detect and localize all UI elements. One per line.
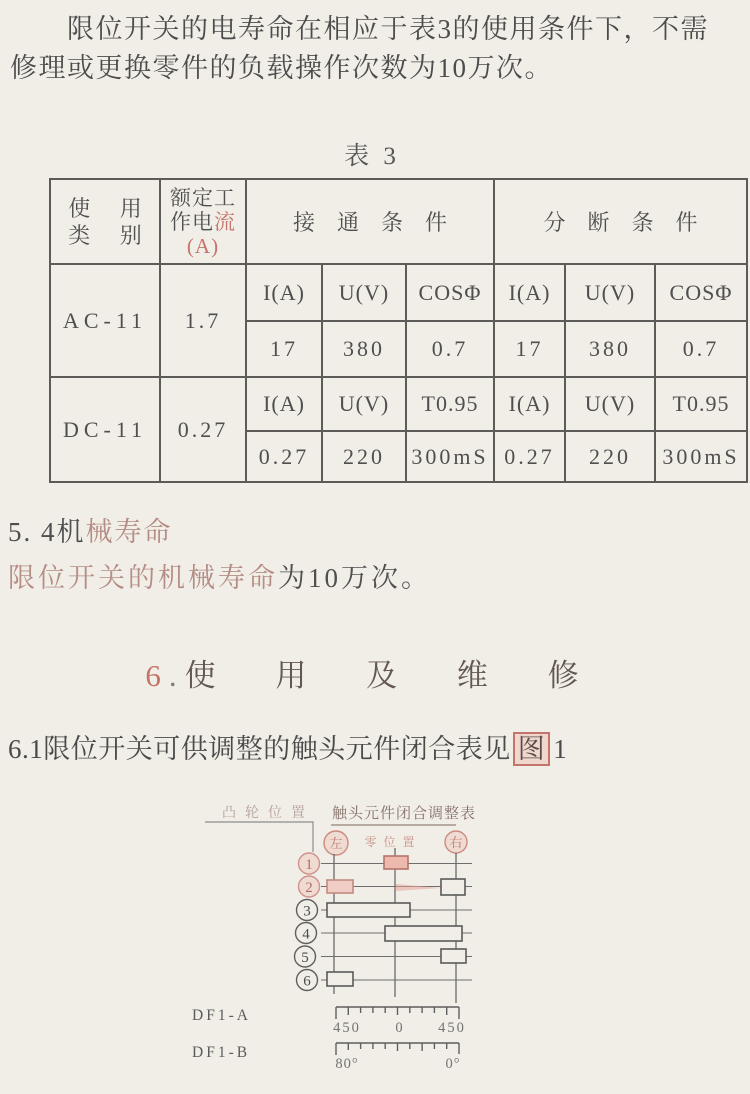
row-number-label-4: 4 [302,926,310,943]
table-header-row [50,179,747,264]
contact-bar-row3 [327,903,410,917]
row-number-label-6: 6 [303,973,311,990]
category-cell-dc11: DC-11 [50,377,160,482]
df1b-tick-right: 0° [445,1056,461,1072]
row-number-label-5: 5 [301,950,309,966]
ac-breaking-sub-uv: U(V) [565,264,655,321]
category-cell-ac11: AC-11 [50,264,160,377]
row-number-label-2: 2 [305,880,313,896]
ac-closing-sub-cos: COSΦ [406,264,494,321]
rated-label-line1: 额定工 [170,185,236,210]
dc-breaking-sub-ia: I(A) [494,377,565,431]
section-6-1-text: 6.1限位开关可供调整的触头元件闭合表见 [8,734,511,764]
section-6-title: 使 用 及 维 修 [184,658,605,693]
row-number-6 [297,970,318,991]
rated-label-unit: (A) [186,233,220,258]
contact-bar-row2-left [327,880,353,893]
contact-bar-row2-right [441,879,465,895]
ac-closing-sub-uv: U(V) [322,264,406,321]
section-5-4-heading [8,510,173,549]
section-6-dot: . [168,658,177,693]
df1a-label: DF1-A [192,1007,251,1024]
dc-breaking-val-u: 220 [565,431,655,482]
df1a-tick-left: 450 [333,1020,361,1036]
df1a-tick-center: 0 [395,1020,403,1036]
rated-label-line2b: 流 [214,209,236,234]
row-number-1 [299,853,320,874]
intro-paragraph: 限位开关的电寿命在相应于表3的使用条件下，不需修理或更换零件的负载操作次数为10万次。 [10,14,709,83]
dc-breaking-val-i: 0.27 [494,431,565,482]
header-closing-conditions: 接通条件 [246,179,494,264]
cam-position-callout [205,805,314,852]
ac-closing-val-cos: 0.7 [406,321,494,377]
section-5-4-body [8,556,431,595]
table-row-dc-subheader [50,377,747,431]
section-5-4-body-dark: 为10万次。 [278,563,431,593]
section-5-4-body-faded: 限位开关的机械寿命 [8,563,278,593]
section-6-1-suffix: 1 [553,734,568,764]
rated-current-ac11: 1.7 [160,264,246,377]
right-circle-label: 右 [449,835,463,850]
cam-position-label: 凸轮位置 [222,806,314,821]
spec-table [49,178,748,483]
dc-closing-sub-ia: I(A) [246,377,322,431]
df1b-scale [192,1043,461,1072]
dc-closing-sub-t095: T0.95 [406,377,494,431]
table-row-ac-subheader [50,264,747,321]
ac-breaking-sub-cos: COSΦ [655,264,747,321]
header-breaking-conditions: 分断条件 [494,179,747,264]
ac-breaking-val-u: 380 [565,321,655,377]
row-number-4 [296,923,317,944]
dc-breaking-sub-uv: U(V) [565,377,655,431]
dc-closing-val-i: 0.27 [246,431,322,482]
rated-label-line2 [161,210,245,234]
figure-reference-badge: 图 [513,732,551,766]
row-number-5 [295,946,316,967]
ink-smudge [396,884,441,891]
section-5-4-heading-faded: 械寿命 [85,517,173,547]
dc-closing-sub-uv: U(V) [322,377,406,431]
rated-current-dc11: 0.27 [160,377,246,482]
header-rated-current [160,179,246,264]
ac-closing-val-u: 380 [322,321,406,377]
row-number-label-3: 3 [303,903,311,920]
section-6-1-line [8,727,567,766]
row-number-3 [297,900,318,921]
ac-breaking-val-cos: 0.7 [655,321,747,377]
ac-closing-val-i: 17 [246,321,322,377]
dc-closing-val-t: 300mS [406,431,494,482]
figure-title-group [331,804,476,825]
dc-breaking-val-t: 300mS [655,431,747,482]
df1b-label: DF1-B [192,1044,251,1061]
contact-bar-row4 [385,926,462,941]
usage-label-line1: 使 用 [68,195,154,221]
section-6-number: 6 [145,658,167,693]
df1a-ticks [336,1007,459,1019]
dc-closing-val-u: 220 [322,431,406,482]
ac-breaking-sub-ia: I(A) [494,264,565,321]
df1a-scale [192,1007,466,1036]
row-number-2 [299,876,320,897]
section-5-4-heading-dark: 5. 4机 [8,517,86,547]
row-number-label-1: 1 [305,857,313,873]
header-usage-category [50,179,160,264]
contact-bar-row5 [441,949,466,963]
direction-right-circle [445,831,467,853]
cam-leader-line [205,822,313,852]
section-6-heading [0,650,750,695]
direction-left-circle [324,831,348,855]
contact-bar-row6 [327,972,353,986]
table-caption: 表 3 [344,143,400,170]
rated-label-line2a: 作电 [170,209,214,234]
zero-position-label: 零位置 [364,835,422,849]
dc-breaking-sub-t095: T0.95 [655,377,747,431]
contact-bar-row1 [384,856,408,869]
df1a-tick-right: 450 [438,1020,466,1036]
ac-breaking-val-i: 17 [494,321,565,377]
df1b-tick-left: 80° [335,1056,359,1072]
figure-title: 触头元件闭合调整表 [332,806,477,822]
figure-contact-closure-diagram [0,786,750,1094]
left-circle-label: 左 [329,836,343,851]
df1b-ticks [336,1043,459,1055]
usage-label-line2: 类 别 [68,222,154,248]
ac-closing-sub-ia: I(A) [246,264,322,321]
